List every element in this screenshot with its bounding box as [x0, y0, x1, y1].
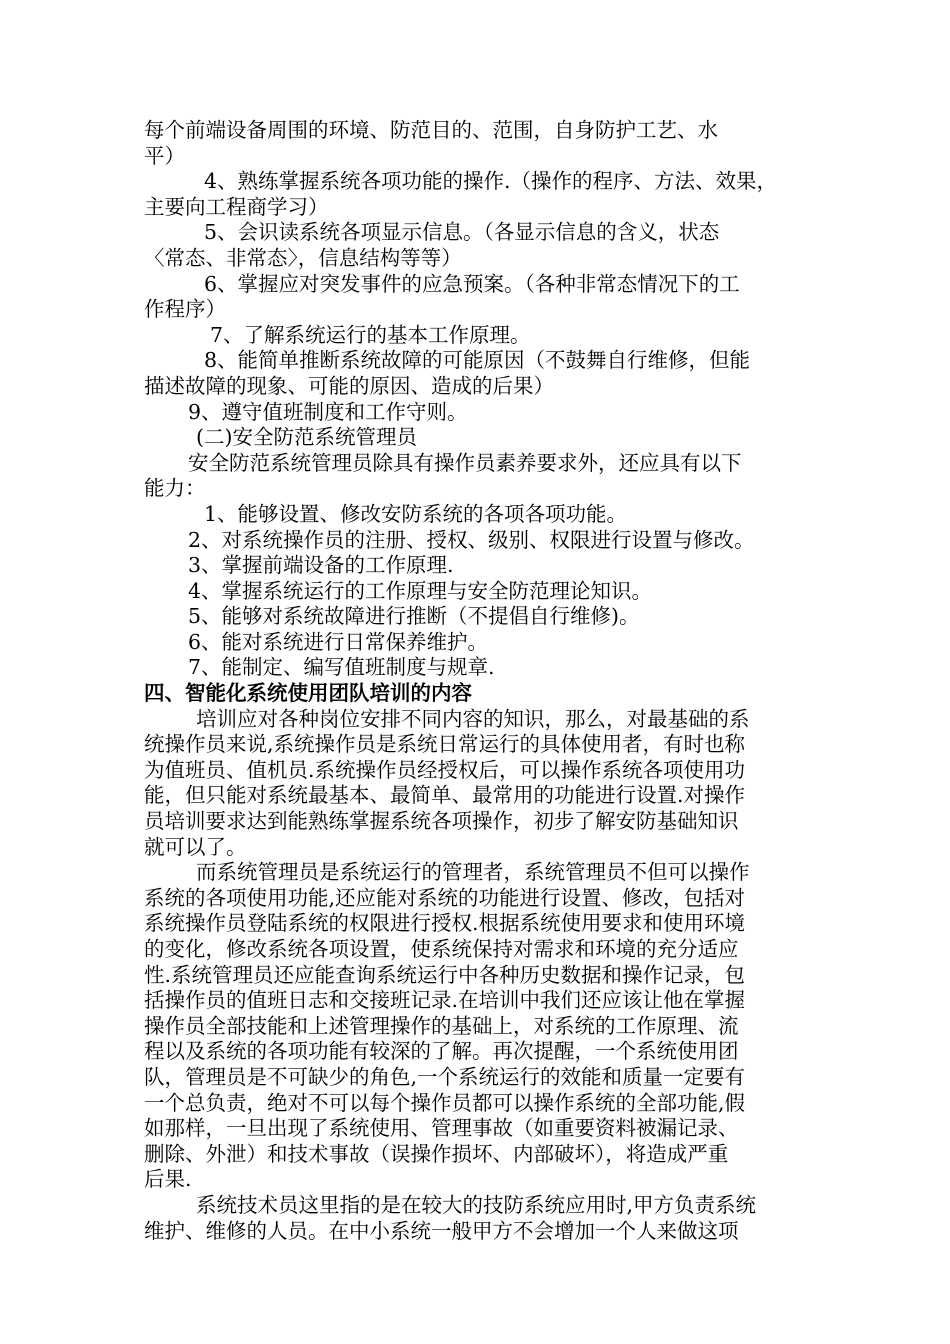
- text-line: 5、能够对系统故障进行推断（不提倡自行维修)。: [188, 604, 640, 629]
- text-line: 能力：: [144, 476, 206, 501]
- text-line: (二)安全防范系统管理员: [196, 425, 417, 450]
- text-line: 4、熟练掌握系统各项功能的操作.（操作的程序、方法、效果，: [204, 169, 778, 194]
- text-line: 统操作员来说,系统操作员是系统日常运行的具体使用者，有时也称: [144, 732, 746, 757]
- text-line: 8、能简单推断系统故障的可能原因（不鼓舞自行维修，但能: [204, 348, 751, 373]
- text-line: 为值班员、值机员.系统操作员经授权后，可以操作系统各项使用功: [144, 757, 746, 782]
- text-line: 平）: [144, 143, 185, 168]
- text-line: 5、会识读系统各项显示信息。（各显示信息的含义，状态: [204, 220, 720, 245]
- text-line: 1、能够设置、修改安防系统的各项各项功能。: [204, 501, 628, 526]
- text-line: 操作员全部技能和上述管理操作的基础上，对系统的工作原理、流: [144, 1013, 739, 1038]
- document-body: [144, 118, 814, 1244]
- text-line: 主要向工程商学习）: [144, 194, 329, 219]
- text-line: 4、掌握系统运行的工作原理与安全防范理论知识。: [188, 578, 653, 603]
- text-line: 9、遵守值班制度和工作守则。: [188, 399, 468, 424]
- text-line: 系统操作员登陆系统的权限进行授权.根据系统使用要求和使用环境: [144, 911, 746, 936]
- text-line: 系统的各项使用功能,还应能对系统的功能进行设置、修改，包括对: [144, 885, 746, 910]
- text-line: 描述故障的现象、可能的原因、造成的后果）: [144, 373, 554, 398]
- text-line: 6、能对系统进行日常保养维护。: [188, 629, 489, 654]
- text-line: 7、了解系统运行的基本工作原理。: [210, 322, 531, 347]
- text-line: 程以及系统的各项功能有较深的了解。再次提醒，一个系统使用团: [144, 1039, 739, 1064]
- section-heading: 四、智能化系统使用团队培训的内容: [144, 681, 472, 706]
- text-line: 维护、维修的人员。在中小系统一般甲方不会增加一个人来做这项: [144, 1218, 739, 1243]
- text-line: 安全防范系统管理员除具有操作员素养要求外，还应具有以下: [188, 450, 742, 475]
- text-line: 2、对系统操作员的注册、授权、级别、权限进行设置与修改。: [188, 527, 755, 552]
- text-line: 能，但只能对系统最基本、最简单、最常用的功能进行设置.对操作: [144, 783, 746, 808]
- text-line: 而系统管理员是系统运行的管理者，系统管理员不但可以操作: [196, 860, 750, 885]
- text-line: 作程序）: [144, 297, 226, 322]
- text-line: 性.系统管理员还应能查询系统运行中各种历史数据和操作记录，包: [144, 962, 746, 987]
- text-line: 3、掌握前端设备的工作原理.: [188, 553, 454, 578]
- text-line: 7、能制定、编写值班制度与规章.: [188, 655, 495, 680]
- text-line: 的变化，修改系统各项设置，使系统保持对需求和环境的充分适应: [144, 937, 739, 961]
- text-line: 删除、外泄）和技术事故（误操作损坏、内部破坏），将造成严重: [144, 1141, 729, 1166]
- text-line: 员培训要求达到能熟练掌握系统各项操作，初步了解安防基础知识: [144, 809, 739, 834]
- text-line: 每个前端设备周围的环境、防范目的、范围，自身防护工艺、水: [144, 118, 718, 142]
- text-line: 后果.: [144, 1167, 192, 1192]
- text-line: 一个总负责，绝对不可以每个操作员都可以操作系统的全部功能,假: [144, 1090, 746, 1115]
- text-line: 6、掌握应对突发事件的应急预案。（各种非常态情况下的工: [204, 271, 740, 296]
- text-line: 队，管理员是不可缺少的角色,一个系统运行的效能和质量一定要有: [144, 1064, 746, 1089]
- text-line: 括操作员的值班日志和交接班记录.在培训中我们还应该让他在掌握: [144, 988, 746, 1013]
- text-line: 〈常态、非常态〉，信息结构等等）: [144, 245, 462, 270]
- text-line: 培训应对各种岗位安排不同内容的知识，那么，对最基础的系: [196, 706, 750, 731]
- text-line: 就可以了。: [144, 834, 247, 859]
- text-line: 如那样，一旦出现了系统使用、管理事故（如重要资料被漏记录、: [144, 1116, 739, 1141]
- text-line: 系统技术员这里指的是在较大的技防系统应用时,甲方负责系统: [196, 1192, 757, 1217]
